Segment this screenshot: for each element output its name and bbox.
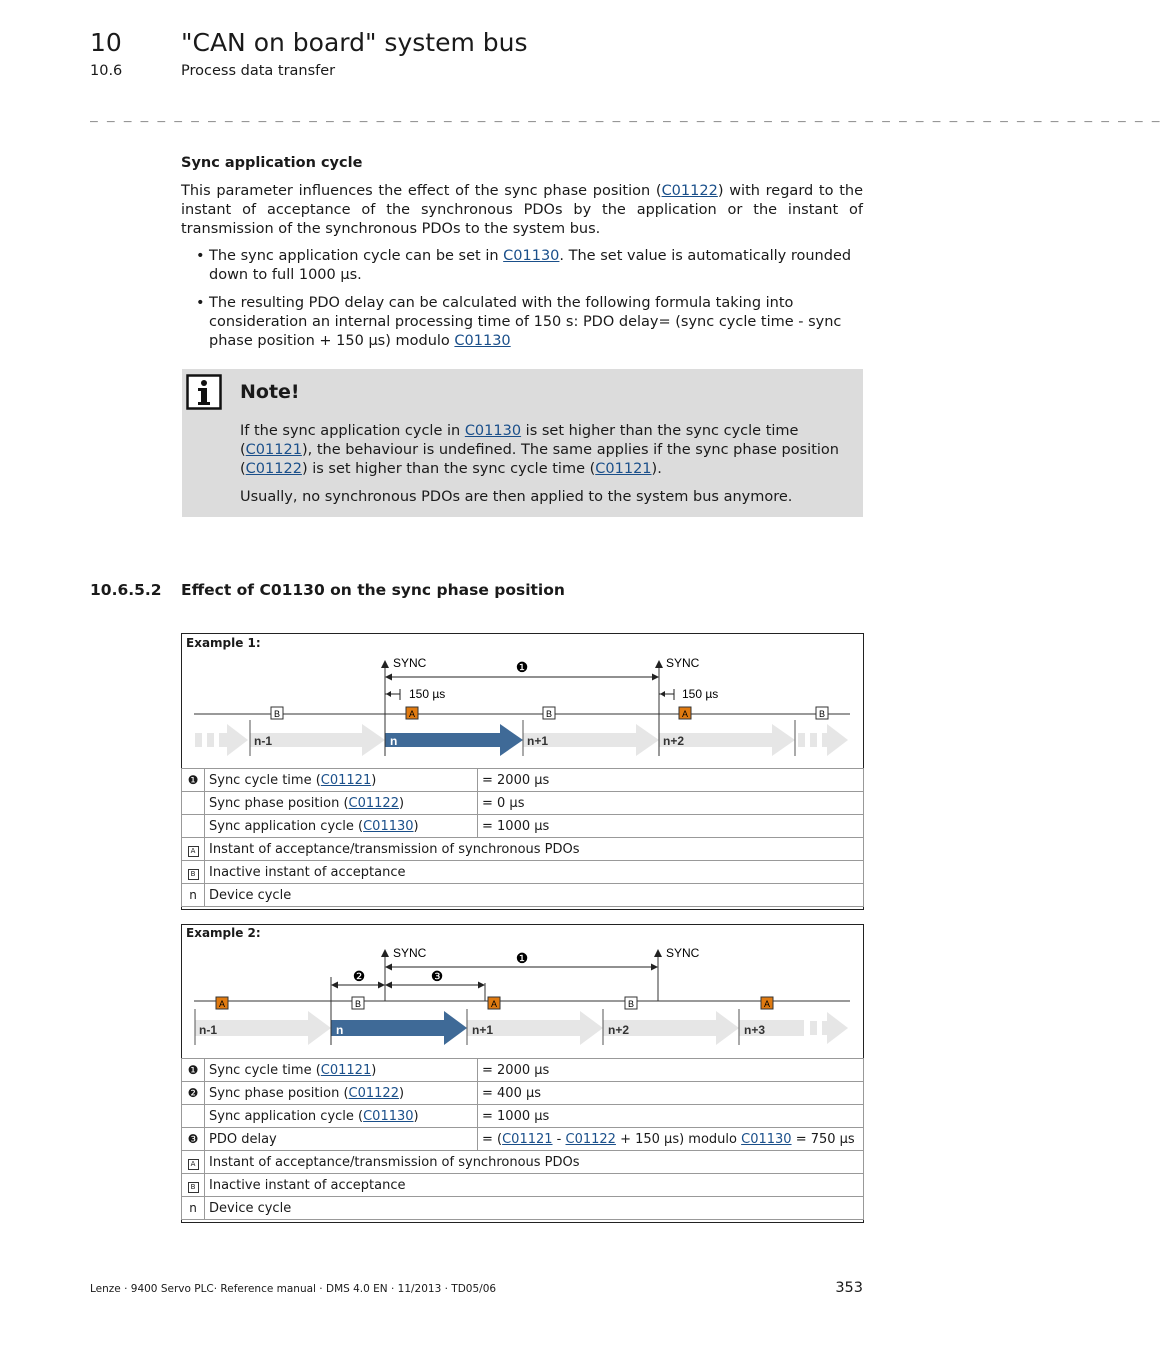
- sync-arrow-head: [654, 949, 662, 957]
- page-number: 353: [835, 1280, 863, 1296]
- ghost-arrow: [798, 733, 805, 747]
- cycle-arrow-n: [385, 724, 523, 756]
- svg-text:A: A: [681, 709, 689, 719]
- link-c01121[interactable]: C01121: [320, 772, 372, 788]
- cycle-label: n+1: [527, 734, 549, 748]
- link-c01122[interactable]: C01122: [565, 1131, 616, 1147]
- box-a: [216, 997, 228, 1009]
- box-b: [625, 997, 637, 1009]
- table-row: A Instant of acceptance/transmission of synchronous PDOs: [182, 1151, 864, 1174]
- table-row: B Inactive instant of acceptance: [182, 861, 864, 884]
- ghost-arrow: [810, 733, 817, 747]
- note-paragraph-2: Usually, no synchronous PDOs are then applied to the system bus anymore.: [240, 489, 793, 505]
- ghost-arrow: [822, 724, 848, 756]
- example1-legend-table: [181, 768, 864, 907]
- link-c01121[interactable]: C01121: [502, 1131, 553, 1147]
- svg-text:A: A: [408, 709, 416, 719]
- cycle-label: n+2: [608, 1023, 630, 1037]
- bullet-item: • The resulting PDO delay can be calculated with the following formula taking into consideration an internal processing time of 150 s: PDO delay= (sync cycle time - sync phase position + 150 µs) modulo C01130: [196, 295, 842, 349]
- cycle-label: n-1: [199, 1023, 217, 1037]
- table-row: n Device cycle: [182, 884, 864, 907]
- cycle-label: n: [390, 734, 398, 748]
- offset-label: 150 µs: [409, 687, 446, 701]
- link-c01121[interactable]: C01121: [595, 461, 652, 477]
- sync-label: SYNC: [393, 656, 427, 670]
- bullet-dot: •: [196, 295, 205, 311]
- ghost-arrow: [219, 724, 248, 756]
- link-c01122[interactable]: C01122: [348, 1085, 399, 1101]
- cycle-label: n+2: [663, 734, 685, 748]
- offset-label: 150 µs: [682, 687, 719, 701]
- box-a: [488, 997, 500, 1009]
- svg-text:A: A: [490, 999, 498, 1009]
- link-c01122[interactable]: C01122: [245, 461, 302, 477]
- sync-app-cycle-heading: Sync application cycle: [181, 155, 363, 171]
- svg-text:A: A: [218, 999, 226, 1009]
- table-row: Sync application cycle (C01130) = 1000 µs: [182, 815, 864, 838]
- cycle-label: n-1: [254, 734, 272, 748]
- box-b: [352, 997, 364, 1009]
- header-rule: _ _ _ _ _ _ _ _ _ _ _ _ _ _ _ _ _ _ _ _ _ _ _ _ _ _ _ _ _ _ _ _ _ _ _ _ _ _ _ _ _ _ _ _ _ _ _ _ _ _ _ _ _ _ _ _ _ _ _ _ _ _ _ _: [90, 108, 1160, 123]
- bullet-dot: •: [196, 248, 205, 264]
- intro-paragraph: This parameter influences the effect of the sync phase position (C01122) with regard to the instant of acceptance of the synchronous PDOs by the application or the instant of transmission of the synchronous PDOs to the system bus.: [181, 183, 863, 237]
- link-c01130[interactable]: C01130: [741, 1131, 792, 1147]
- table-row: Sync application cycle (C01130) = 1000 µs: [182, 1105, 864, 1128]
- table-row: ❶ Sync cycle time (C01121) = 2000 µs: [182, 1059, 864, 1082]
- svg-text:A: A: [763, 999, 771, 1009]
- marker-3: ❸: [430, 968, 444, 984]
- cycle-arrow-n: [331, 1011, 467, 1045]
- chapter-number: 10: [90, 28, 122, 57]
- box-b: [271, 707, 283, 719]
- subsection-title: Effect of C01130 on the sync phase position: [181, 581, 565, 599]
- footer-text: Lenze · 9400 Servo PLC· Reference manual · DMS 4.0 EN · 11/2013 · TD05/06: [90, 1283, 497, 1295]
- ghost-arrow: [207, 733, 214, 747]
- box-a-symbol: A: [188, 1159, 199, 1170]
- link-c01130[interactable]: C01130: [363, 818, 414, 834]
- note-paragraph: If the sync application cycle in C01130 is set higher than the sync cycle time (C01121), the behaviour is undefined. The same applies if the sync phase position (C01122) is set higher than the sync cycle time (C01121).: [240, 423, 839, 477]
- chapter-title: "CAN on board" system bus: [181, 28, 528, 57]
- link-c01121[interactable]: C01121: [245, 442, 302, 458]
- note-title: Note!: [240, 381, 300, 403]
- marker-1: ❶: [515, 659, 529, 675]
- sync-label: SYNC: [666, 656, 700, 670]
- svg-text:B: B: [273, 709, 281, 719]
- cycle-label: n+1: [472, 1023, 494, 1037]
- ghost-arrow: [810, 1021, 817, 1035]
- box-a: [761, 997, 773, 1009]
- table-row: ❶ Sync cycle time (C01121) = 2000 µs: [182, 769, 864, 792]
- ghost-arrow: [195, 733, 202, 747]
- link-c01121[interactable]: C01121: [320, 1062, 372, 1078]
- box-b: [543, 707, 555, 719]
- link-c01130[interactable]: C01130: [464, 423, 522, 439]
- example2-legend-table: [181, 1058, 864, 1220]
- sync-label: SYNC: [393, 946, 427, 960]
- sync-arrow-head: [381, 660, 389, 668]
- sync-arrow-head: [381, 949, 389, 957]
- bullet-item: • The sync application cycle can be set in C01130. The set value is automatically rounded down to full 1000 µs.: [196, 248, 852, 283]
- link-c01130[interactable]: C01130: [363, 1108, 414, 1124]
- ghost-arrow: [822, 1012, 848, 1044]
- svg-text:B: B: [627, 999, 635, 1009]
- example2-timing-diagram: [182, 925, 862, 1058]
- marker-2: ❷: [352, 968, 366, 984]
- sync-arrow-head: [655, 660, 663, 668]
- svg-text:B: B: [818, 709, 826, 719]
- table-row: n Device cycle: [182, 1197, 864, 1220]
- link-c01130[interactable]: C01130: [503, 248, 560, 264]
- table-row: Sync phase position (C01122) = 0 µs: [182, 792, 864, 815]
- link-c01130[interactable]: C01130: [454, 333, 511, 349]
- marker-1: ❶: [515, 950, 529, 966]
- example1-title: Example 1:: [186, 636, 261, 650]
- box-a: [679, 707, 691, 719]
- box-b-symbol: B: [188, 869, 199, 880]
- subsection-number: 10.6.5.2: [90, 581, 162, 599]
- cycle-label: n+3: [744, 1023, 766, 1037]
- example2-title: Example 2:: [186, 926, 261, 940]
- example1-timing-diagram: [182, 634, 862, 768]
- box-b-symbol: B: [188, 1182, 199, 1193]
- svg-text:B: B: [354, 999, 362, 1009]
- table-row: ❸ PDO delay = (C01121 - C01122 + 150 µs) modulo C01130 = 750 µs: [182, 1128, 864, 1151]
- sync-label: SYNC: [666, 946, 700, 960]
- cycle-label: n: [336, 1023, 344, 1037]
- table-row: ❷ Sync phase position (C01122) = 400 µs: [182, 1082, 864, 1105]
- link-c01122[interactable]: C01122: [348, 795, 399, 811]
- box-a: [406, 707, 418, 719]
- table-row: A Instant of acceptance/transmission of synchronous PDOs: [182, 838, 864, 861]
- info-icon: [186, 374, 222, 410]
- link-c01122[interactable]: C01122: [661, 183, 718, 199]
- table-row: B Inactive instant of acceptance: [182, 1174, 864, 1197]
- section-title: Process data transfer: [181, 63, 336, 79]
- box-b: [816, 707, 828, 719]
- svg-text:B: B: [545, 709, 553, 719]
- section-number: 10.6: [90, 63, 123, 79]
- box-a-symbol: A: [188, 846, 199, 857]
